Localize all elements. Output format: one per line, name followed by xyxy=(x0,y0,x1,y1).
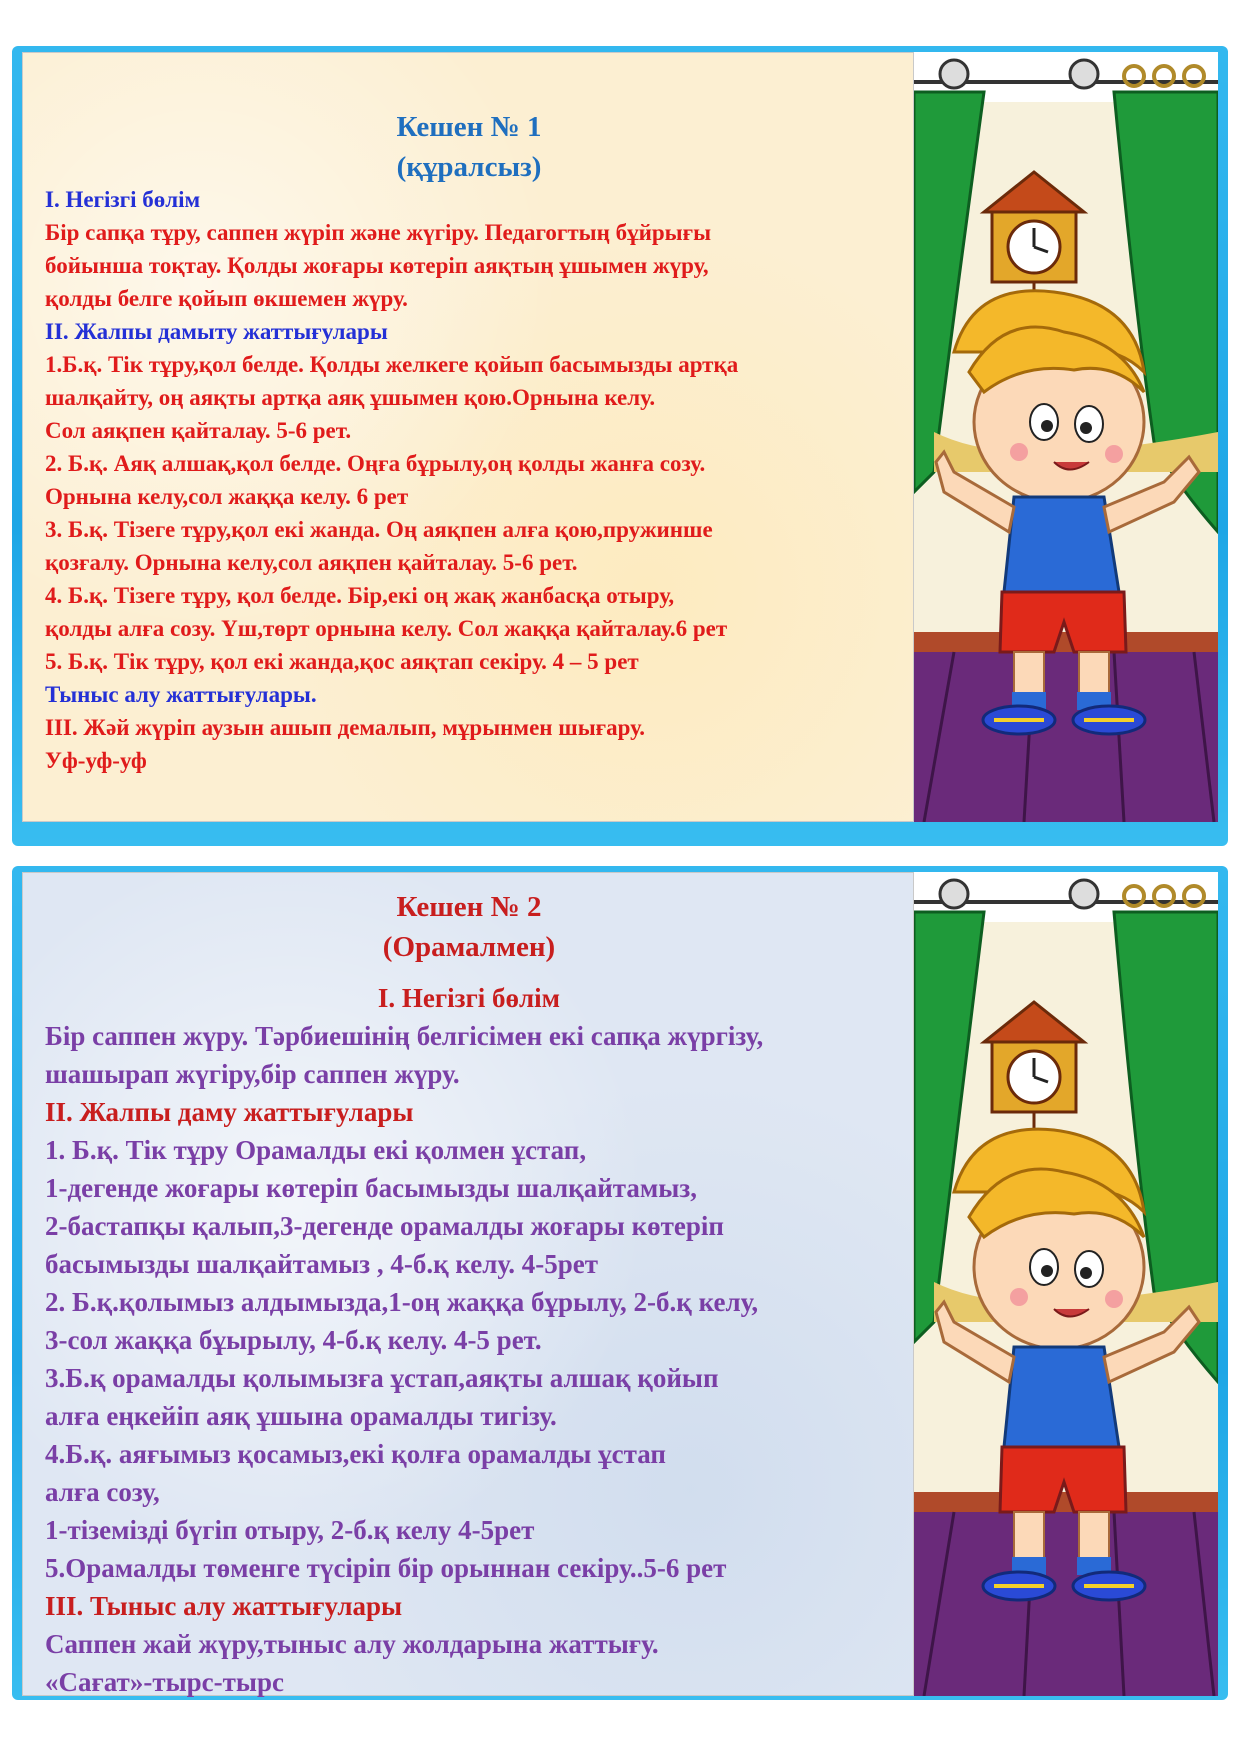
text-line: шашырап жүгіру,бір саппен жүру. xyxy=(45,1059,460,1089)
text-line: 2. Б.қ.қолымыз алдымызда,1-оң жаққа бұрылу, 2-б.қ келу, xyxy=(45,1287,759,1317)
boy-illustration-2 xyxy=(914,872,1218,1696)
complex-1-subtitle: (құралсыз) xyxy=(396,151,542,183)
text-line: ІІІ. Жәй жүріп аузын ашып демалып, мұрынмен шығару. xyxy=(45,715,646,740)
boy-clock-illustration-icon xyxy=(914,872,1218,1696)
text-line: ІІ. Жалпы даму жаттығулары xyxy=(45,1097,414,1127)
complex-2-title: Кешен № 2 xyxy=(396,891,542,923)
text-line: 1-дегенде жоғары көтеріп басымызды шалқайтамыз, xyxy=(45,1173,697,1203)
complex-1-body xyxy=(45,183,738,777)
text-line: алға созу, xyxy=(45,1477,160,1507)
boy-clock-illustration-icon xyxy=(914,52,1218,822)
text-line: 5.Орамалды төменге түсіріп бір орыннан секіру..5-6 рет xyxy=(45,1553,727,1583)
text-line: қолды алға созу. Үш,төрт орнына келу. Сол жаққа қайталау.6 рет xyxy=(45,616,728,641)
text-line: 3-сол жаққа бұырылу, 4-б.қ келу. 4-5 рет. xyxy=(45,1325,542,1355)
text-line: бойынша тоқтау. Қолды жоғары көтеріп аяқтың ұшымен жүру, xyxy=(45,253,709,278)
text-line: 2. Б.қ. Аяқ алшақ,қол белде. Оңға бұрылу,оң қолды жанға созу. xyxy=(45,451,706,476)
complex-2-panel xyxy=(12,866,1228,1700)
complex-2-section-heading: І. Негізгі бөлім xyxy=(377,983,561,1013)
text-line: Орнына келу,сол жаққа келу. 6 рет xyxy=(45,484,409,509)
complex-1-title-block xyxy=(23,107,915,187)
complex-1-title: Кешен № 1 xyxy=(396,111,542,143)
text-line: 1. Б.қ. Тік тұру Орамалды екі қолмен ұстап, xyxy=(45,1135,587,1165)
text-line: 4.Б.қ. аяғымыз қосамыз,екі қолға орамалды ұстап xyxy=(45,1439,666,1469)
text-line: 2-бастапқы қалып,3-дегенде орамалды жоғары көтеріп xyxy=(45,1211,724,1241)
text-line: Уф-уф-уф xyxy=(45,748,147,773)
complex-1-card xyxy=(22,52,914,822)
text-line: Сол аяқпен қайталау. 5-6 рет. xyxy=(45,418,352,443)
text-line: Бір сапқа тұру, саппен жүріп және жүгіру. Педагогтың бұйрығы xyxy=(45,220,712,245)
text-line: 4. Б.қ. Тізеге тұру, қол белде. Бір,екі оң жақ жанбасқа отыру, xyxy=(45,583,675,608)
complex-2-title-block xyxy=(23,887,915,967)
text-line: «Сағат»-тырс-тырс xyxy=(45,1667,284,1697)
text-line: Саппен жай жүру,тыныс алу жолдарына жаттығу. xyxy=(45,1629,659,1659)
text-line: басымызды шалқайтамыз , 4-б.қ келу. 4-5рет xyxy=(45,1249,598,1279)
text-line: 1.Б.қ. Тік тұру,қол белде. Қолды желкеге қойып басымызды артқа xyxy=(45,352,739,377)
text-line: алға еңкейіп аяқ ұшына орамалды тигізу. xyxy=(45,1401,557,1431)
text-line: ІІ. Жалпы дамыту жаттығулары xyxy=(45,319,388,344)
complex-1-panel xyxy=(12,46,1228,846)
boy-illustration xyxy=(914,52,1218,822)
text-line: Тыныс алу жаттығулары. xyxy=(45,682,317,707)
complex-2-subtitle: (Орамалмен) xyxy=(382,931,556,963)
text-line: І. Негізгі бөлім xyxy=(45,187,201,212)
text-line: 3.Б.қ орамалды қолымызға ұстап,аяқты алшақ қойып xyxy=(45,1363,719,1393)
text-line: Бір саппен жүру. Тәрбиешінің белгісімен екі сапқа жүргізу, xyxy=(45,1021,764,1051)
text-line: қолды белге қойып өкшемен жүру. xyxy=(45,286,408,311)
text-line: ІІІ. Тыныс алу жаттығулары xyxy=(45,1591,403,1621)
text-line: 5. Б.қ. Тік тұру, қол екі жанда,қос аяқтап секіру. 4 – 5 рет xyxy=(45,649,639,674)
complex-2-card xyxy=(22,872,914,1696)
text-line: 3. Б.қ. Тізеге тұру,қол екі жанда. Оң аяқпен алға қою,пружинше xyxy=(45,517,713,542)
text-line: шалқайту, оң аяқты артқа аяқ ұшымен қою.Орнына келу. xyxy=(45,385,656,410)
text-line: қозғалу. Орнына келу,сол аяқпен қайталау. 5-6 рет. xyxy=(45,550,578,575)
complex-2-body xyxy=(45,979,893,1701)
text-line: 1-тіземізді бүгіп отыру, 2-б.қ келу 4-5рет xyxy=(45,1515,535,1545)
